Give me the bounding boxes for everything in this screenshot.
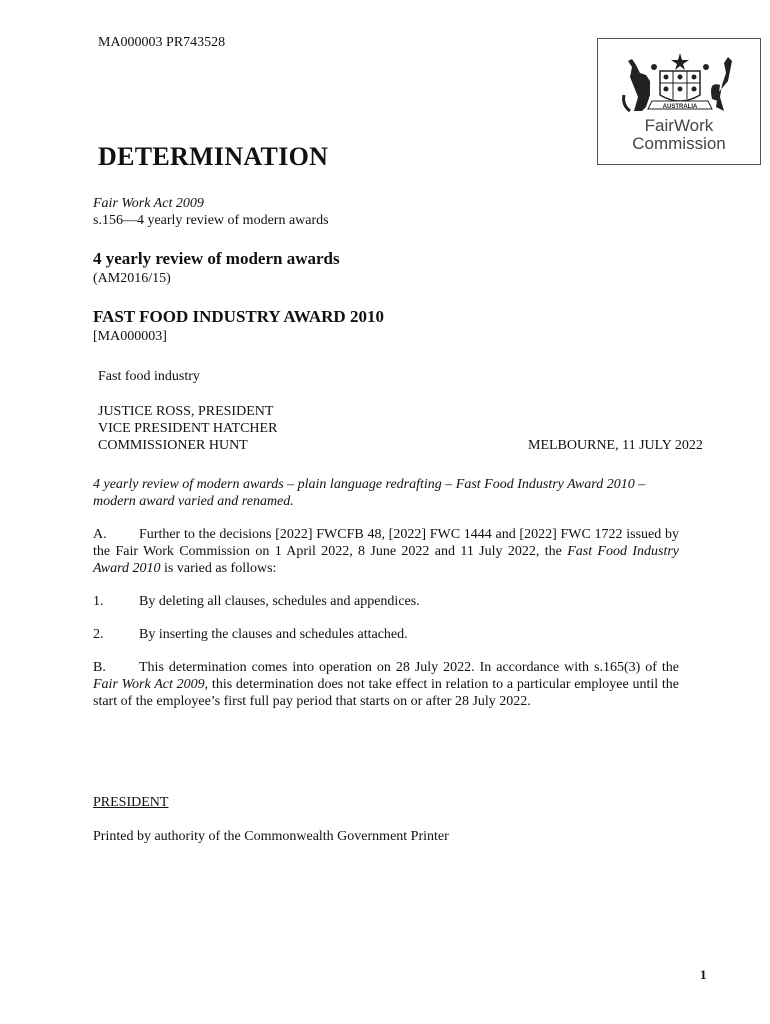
bench-member: VICE PRESIDENT HATCHER [98, 421, 278, 436]
paragraph-b [93, 659, 679, 710]
page-number: 1 [700, 967, 707, 982]
paragraph-a-end: is varied as follows: [160, 561, 277, 576]
coat-of-arms-icon [620, 51, 740, 115]
award-code: [MA000003] [93, 329, 167, 344]
crest-banner-text: AUSTRALIA [662, 104, 698, 110]
signature: PRESIDENT [93, 795, 169, 810]
place-date: MELBOURNE, 11 JULY 2022 [528, 438, 703, 453]
paragraph-a-label: A. [93, 527, 107, 542]
list-item-number: 1. [93, 594, 104, 609]
document-reference: MA000003 PR743528 [98, 35, 226, 50]
award-heading: FAST FOOD INDUSTRY AWARD 2010 [93, 307, 384, 326]
fwc-wordmark-line2: Commission [632, 134, 726, 153]
act-name: Fair Work Act 2009 [93, 196, 204, 211]
list-item-text: By deleting all clauses, schedules and appendices. [139, 594, 420, 609]
catchwords: 4 yearly review of modern awards – plain language redrafting – Fast Food Industry Award 2010 – modern award varied and renamed. [93, 477, 646, 509]
document-title: DETERMINATION [98, 142, 329, 171]
act-section: s.156—4 yearly review of modern awards [93, 213, 329, 228]
list-item-text: By inserting the clauses and schedules attached. [139, 627, 408, 642]
bench-member: COMMISSIONER HUNT [98, 438, 248, 453]
paragraph-a-award: Fast Food Industry Award 2010 [93, 544, 679, 576]
bench-member: JUSTICE ROSS, PRESIDENT [98, 404, 274, 419]
printer-notice: Printed by authority of the Commonwealth Government Printer [93, 829, 449, 844]
paragraph-b-act: Fair Work Act 2009 [93, 677, 205, 692]
paragraph-b-label: B. [93, 660, 106, 675]
paragraph-b-text: This determination comes into operation on 28 July 2022. In accordance with s.165(3) of the [139, 660, 679, 675]
industry: Fast food industry [98, 369, 200, 384]
list-item-number: 2. [93, 627, 104, 642]
list-item [93, 626, 408, 643]
list-item [93, 593, 420, 610]
fwc-logo [597, 38, 761, 165]
fwc-wordmark [598, 117, 760, 153]
paragraph-a [93, 526, 679, 577]
review-heading: 4 yearly review of modern awards [93, 249, 340, 268]
fwc-wordmark-line1: FairWork [644, 116, 714, 135]
review-code: (AM2016/15) [93, 271, 171, 286]
paragraph-a-text: Further to the decisions [2022] FWCFB 48, [2022] FWC 1444 and [2022] FWC 1722 issued by the Fair Work Commission on 1 April 2022, 8 June 2022 and 11 July 2022, the [93, 527, 679, 559]
paragraph-b-end: , this determination does not take effect in relation to a particular employee until the start of the employee’s first full pay period that starts on or after 28 July 2022. [93, 677, 679, 709]
